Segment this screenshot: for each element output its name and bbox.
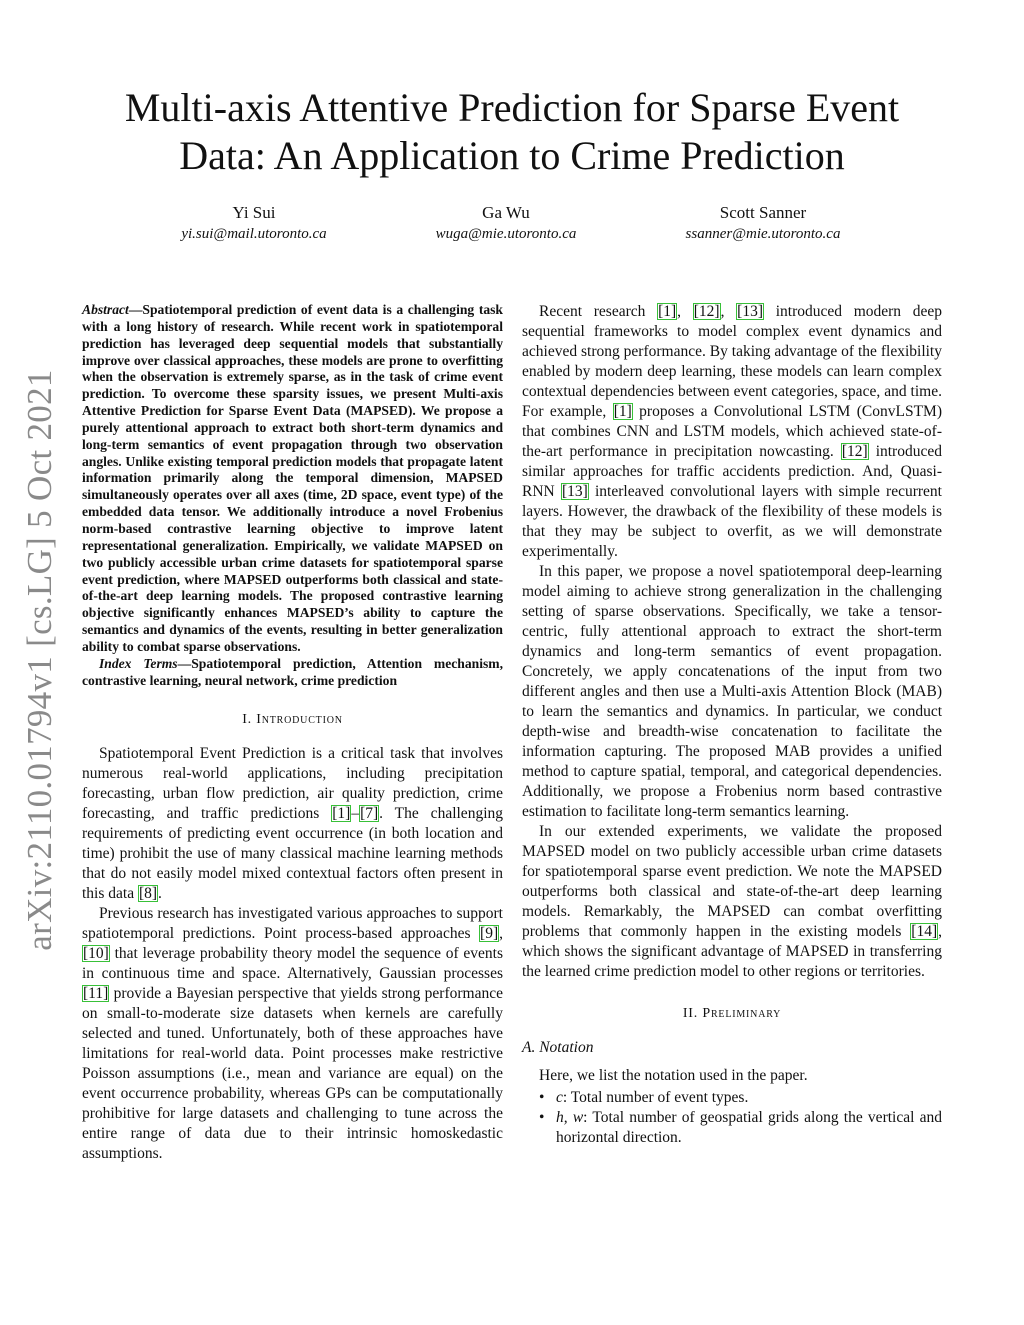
list-item-text: : Total number of geospatial grids along the vertical and horizontal direction. [556,1109,942,1146]
author-email[interactable]: ssanner@mie.utoronto.ca [685,226,841,242]
citation-link[interactable]: [10] [83,945,109,963]
section-title: Introduction [256,712,343,728]
author-3 [633,202,893,244]
text-span: . [158,885,162,903]
index-terms-label: Index Terms [99,655,178,671]
author-email[interactable]: yi.sui@mail.utoronto.ca [181,226,327,242]
intro-paragraph-2 [82,904,503,1164]
list-item [522,1088,942,1108]
abstract-label: Abstract [82,302,129,317]
citation-link[interactable]: [8] [138,885,158,903]
text-span: , [720,303,737,320]
citation-link[interactable]: [12] [841,443,868,460]
subsection-heading-notation: A. Notation [522,1039,594,1056]
text-span: introduced similar approaches for traffic accidents prediction. And, Quasi-RNN [522,443,942,500]
notation-intro: Here, we list the notation used in the paper. [539,1067,808,1084]
text-span: Recent research [539,303,658,320]
abstract-text: —Spatiotemporal prediction of event data is a challenging task with a long history of research. While recent work in spatiotemporal prediction has leveraged deep sequential models that substantially improve over classical approaches, these models are prone to overfitting when the observation is extremely sparse, as in the task of crime event prediction. To overcome these sparsity issues, we present Multi-axis Attentive Prediction for Sparse Event Data (MAPSED). We propose a purely attentional approach to extract both short-term dynamics and long-term semantics of event propagation through two observation angles. Unlike existing temporal prediction models that propagate latent information primarily along the temporal dimension, MAPSED simultaneously operates over all axes (time, 2D space, event type) of the embedded data tensor. We additionally introduce a novel Frobenius norm-based contrastive learning objective to improve latent representational generalization. Empirically, we validate MAPSED on two publicly accessible urban crime datasets for spatiotemporal sparse event prediction, where MAPSED outperforms both classical and state-of-the-art deep learning models. The proposed contrastive learning objective significantly enhances MAPSED’s ability to capture the semantics and dynamics of the events, resulting in better generalization ability to combat sparse observations. [82,302,503,654]
index-terms [82,656,503,690]
paper-title [0,84,1024,180]
title-line-1: Multi-axis Attentive Prediction for Sparse Event [124,85,900,130]
text-span: , which shows the significant advantage of MAPSED in transferring the learned crime prediction model to other regions or territories. [522,923,942,980]
citation-link[interactable]: [14] [911,923,938,940]
citation-link[interactable]: [12] [693,303,720,320]
text-span: proposes a Convolutional LSTM (ConvLSTM) that combines CNN and LSTM models, which achieved state-of-the-art performance in precipitation nowcasting. [522,403,942,460]
section-number: I. [242,712,257,728]
abstract [82,302,503,656]
text-span: , [499,925,503,943]
author-name: Ga Wu [482,203,530,222]
list-item-text: : Total number of event types. [562,1089,749,1106]
index-terms-text: —Spatiotemporal prediction, Attention mechanism, contrastive learning, neural network, crime prediction [82,655,503,688]
section-heading-preliminary [522,1004,942,1024]
body-paragraph-3 [522,822,942,982]
intro-paragraph-1 [82,744,503,904]
text-span: Previous research has investigated various approaches to support spatiotemporal predictions. Point process-based approaches [82,905,503,943]
author-block [0,202,1024,252]
right-column [522,302,942,1148]
text-span: introduced modern deep sequential frameworks to model complex event dynamics and achieved strong performance. By taking advantage of the flexibility enabled by modern deep learning, these models can learn complex contextual dependencies between event categories, space, and time. For example, [522,303,943,420]
text-span: that leverage probability theory model the sequence of events in continuous time and space. Alternatively, Gaussian processes [82,945,503,983]
author-2 [376,202,636,244]
arxiv-identifier[interactable]: arXiv:2110.01794v1 [cs.LG] 5 Oct 2021 [20,369,59,951]
bullet-icon: • [539,1089,545,1106]
text-span: interleaved convolutional layers with simple recurrent layers. However, the drawback of the flexibility of these models is that they may be subject to overfit, as we will demonstrate experimentally. [522,483,942,560]
body-paragraph-2: In this paper, we propose a novel spatiotemporal deep-learning model aiming to achieve strong generalization in the challenging setting of sparse observations. Specifically, we take a tensor-centric, fully attentional approach to extract the short-term dynamics and long-term semantics of event propagation. Concretely, we apply concatenations of the input from two different angles and then use a Multi-axis Attention Block (MAB) to learn the semantics and dynamics. In particular, we conduct depth-wise and breadth-wise concatenation to facilitate the information capturing. The proposed MAB provides a unified method to capture spatial, temporal, and categorical dependencies. Additionally, we propose a Frobenius norm based contrastive estimation to facilitate long-term semantics learning. [522,563,942,820]
section-number: II. [682,1006,703,1021]
text-span: In our extended experiments, we validate the proposed MAPSED model on two publicly accessible urban crime datasets for spatiotemporal sparse event prediction. We note the MAPSED outperforms both classical and state-of-the-art deep learning models. Remarkably, the MAPSED can combat overfitting problems that commonly happen in the existing models [522,823,942,940]
citation-link[interactable]: [1] [332,805,351,823]
citation-link[interactable]: [11] [83,985,109,1003]
section-title: Preliminary [702,1006,782,1021]
text-span: provide a Bayesian perspective that yields strong performance on small-to-moderate size datasets when kernels are carefully selected and tuned. Unfortunately, both of these approaches have limitations for real-world data. Point processes make restrictive Poisson assumptions (i.e., mean and variance are equal) on the event occurrence probability, whereas GPs can be computationally prohibitive for large datasets and challenging to tune across the entire range of data due to their intrinsic homoskedastic assumptions. [82,985,503,1163]
body-paragraph-1 [522,302,942,562]
title-line-2: Data: An Application to Crime Prediction [179,133,845,178]
math-symbol: h, w [556,1109,584,1126]
author-name: Scott Sanner [719,203,807,222]
math-symbol: c [556,1089,563,1106]
text-span: . The challenging requirements of predicting event occurrence (in both location and time) prohibit the use of many classical machine learning methods that do not easily model mixed contextual factors often present in this data [82,805,503,903]
citation-link[interactable]: [1] [613,403,632,420]
text-span: – [351,805,360,823]
section-heading-introduction [82,710,503,730]
citation-link[interactable]: [1] [658,303,677,320]
bullet-icon: • [539,1109,545,1126]
author-name: Yi Sui [232,203,276,222]
notation-list [522,1088,942,1148]
text-span: Spatiotemporal Event Prediction is a critical task that involves numerous real-world applications, including precipitation forecasting, urban flow prediction, air quality prediction, crime forecasting, and traffic predictions [82,745,503,823]
citation-link[interactable]: [7] [360,805,379,823]
citation-link[interactable]: [13] [737,303,763,320]
author-1 [124,202,384,244]
left-column [82,302,503,1164]
citation-link[interactable]: [9] [480,925,499,943]
text-span: , [677,303,693,320]
citation-link[interactable]: [13] [561,483,588,500]
author-email[interactable]: wuga@mie.utoronto.ca [435,226,577,242]
list-item [522,1108,942,1148]
